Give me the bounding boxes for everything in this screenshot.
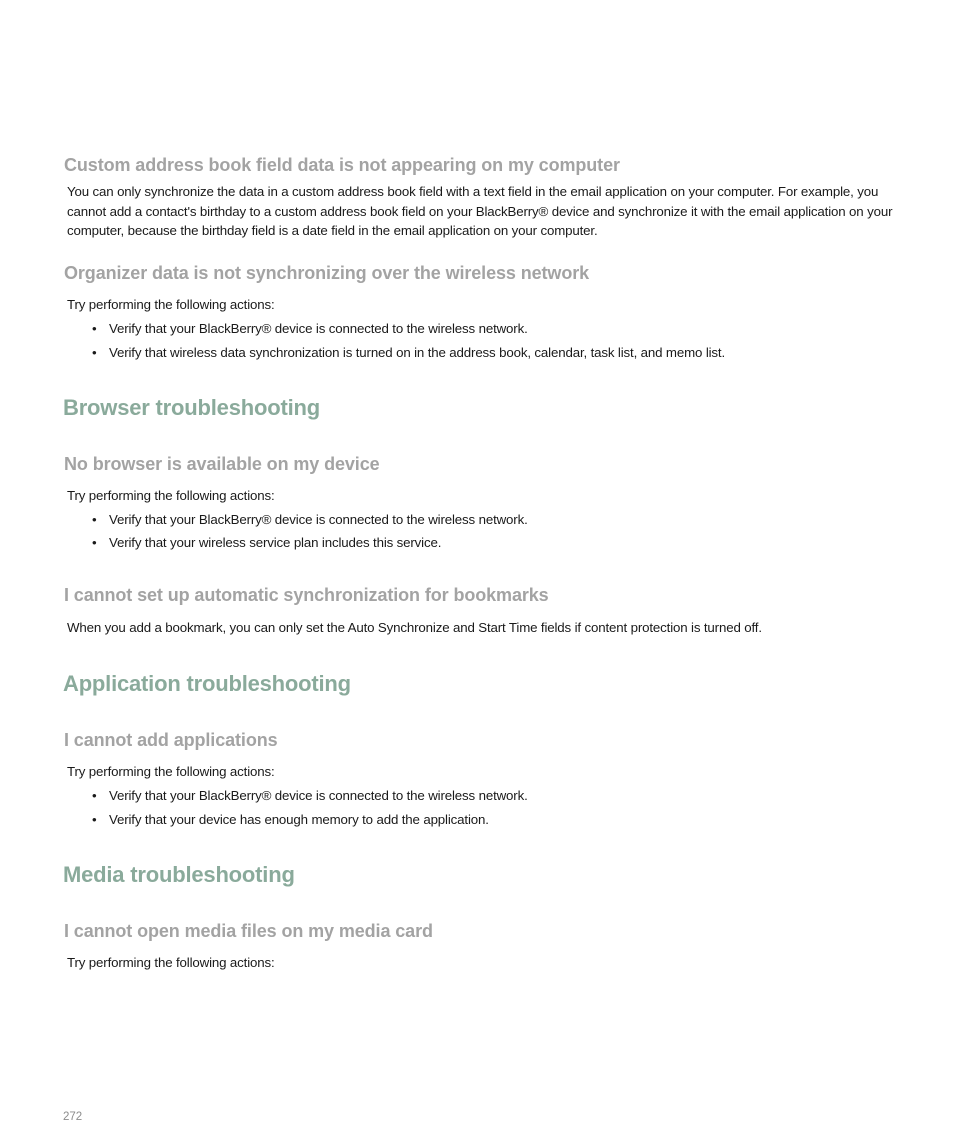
- list-item: • Verify that your BlackBerry® device is connected to the wireless network.: [92, 788, 528, 803]
- title-application-troubleshooting: Application troubleshooting: [63, 671, 351, 696]
- list-item: • Verify that your wireless service plan includes this service.: [92, 535, 442, 550]
- bullet-glyph: •: [92, 788, 97, 803]
- bullet-glyph: •: [92, 812, 97, 827]
- list-item: • Verify that your BlackBerry® device is connected to the wireless network.: [92, 321, 528, 336]
- title-browser-troubleshooting: Browser troubleshooting: [63, 395, 320, 420]
- heading-organizer-data: Organizer data is not synchronizing over the wireless network: [64, 263, 590, 283]
- paragraph-organizer-intro: Try performing the following actions:: [67, 297, 275, 312]
- paragraph-custom-address-book: You can only synchronize the data in a custom address book field with a text field in the email application on your computer. For example, you cannot add a contact's birthday to a custom address book field on your BlackBerry® device and synchronize it with the email application on your computer, because the birthday field is a date field in the email application on your computer.: [67, 184, 893, 238]
- paragraph-media-intro: Try performing the following actions:: [67, 955, 275, 970]
- list-item: • Verify that wireless data synchronization is turned on in the address book, calendar, task list, and memo list.: [92, 345, 726, 360]
- list-item: • Verify that your BlackBerry® device is connected to the wireless network.: [92, 512, 528, 527]
- bullet-glyph: •: [92, 345, 97, 360]
- heading-no-browser: No browser is available on my device: [64, 454, 380, 474]
- bullet-glyph: •: [92, 321, 97, 336]
- list-item: • Verify that your device has enough memory to add the application.: [92, 812, 489, 827]
- title-media-troubleshooting: Media troubleshooting: [63, 862, 295, 887]
- paragraph-add-apps-intro: Try performing the following actions:: [67, 764, 275, 779]
- paragraph-no-browser-intro: Try performing the following actions:: [67, 488, 275, 503]
- paragraph-bookmark-sync: When you add a bookmark, you can only set the Auto Synchronize and Start Time fields if content protection is turned off.: [67, 620, 762, 635]
- heading-bookmark-sync: I cannot set up automatic synchronization for bookmarks: [64, 585, 549, 605]
- page-number: 272: [63, 1111, 83, 1123]
- heading-custom-address-book: Custom address book field data is not appearing on my computer: [64, 155, 620, 175]
- heading-cannot-open-media: I cannot open media files on my media card: [64, 921, 433, 941]
- heading-cannot-add-applications: I cannot add applications: [64, 730, 278, 750]
- bullet-glyph: •: [92, 535, 97, 550]
- bullet-glyph: •: [92, 512, 97, 527]
